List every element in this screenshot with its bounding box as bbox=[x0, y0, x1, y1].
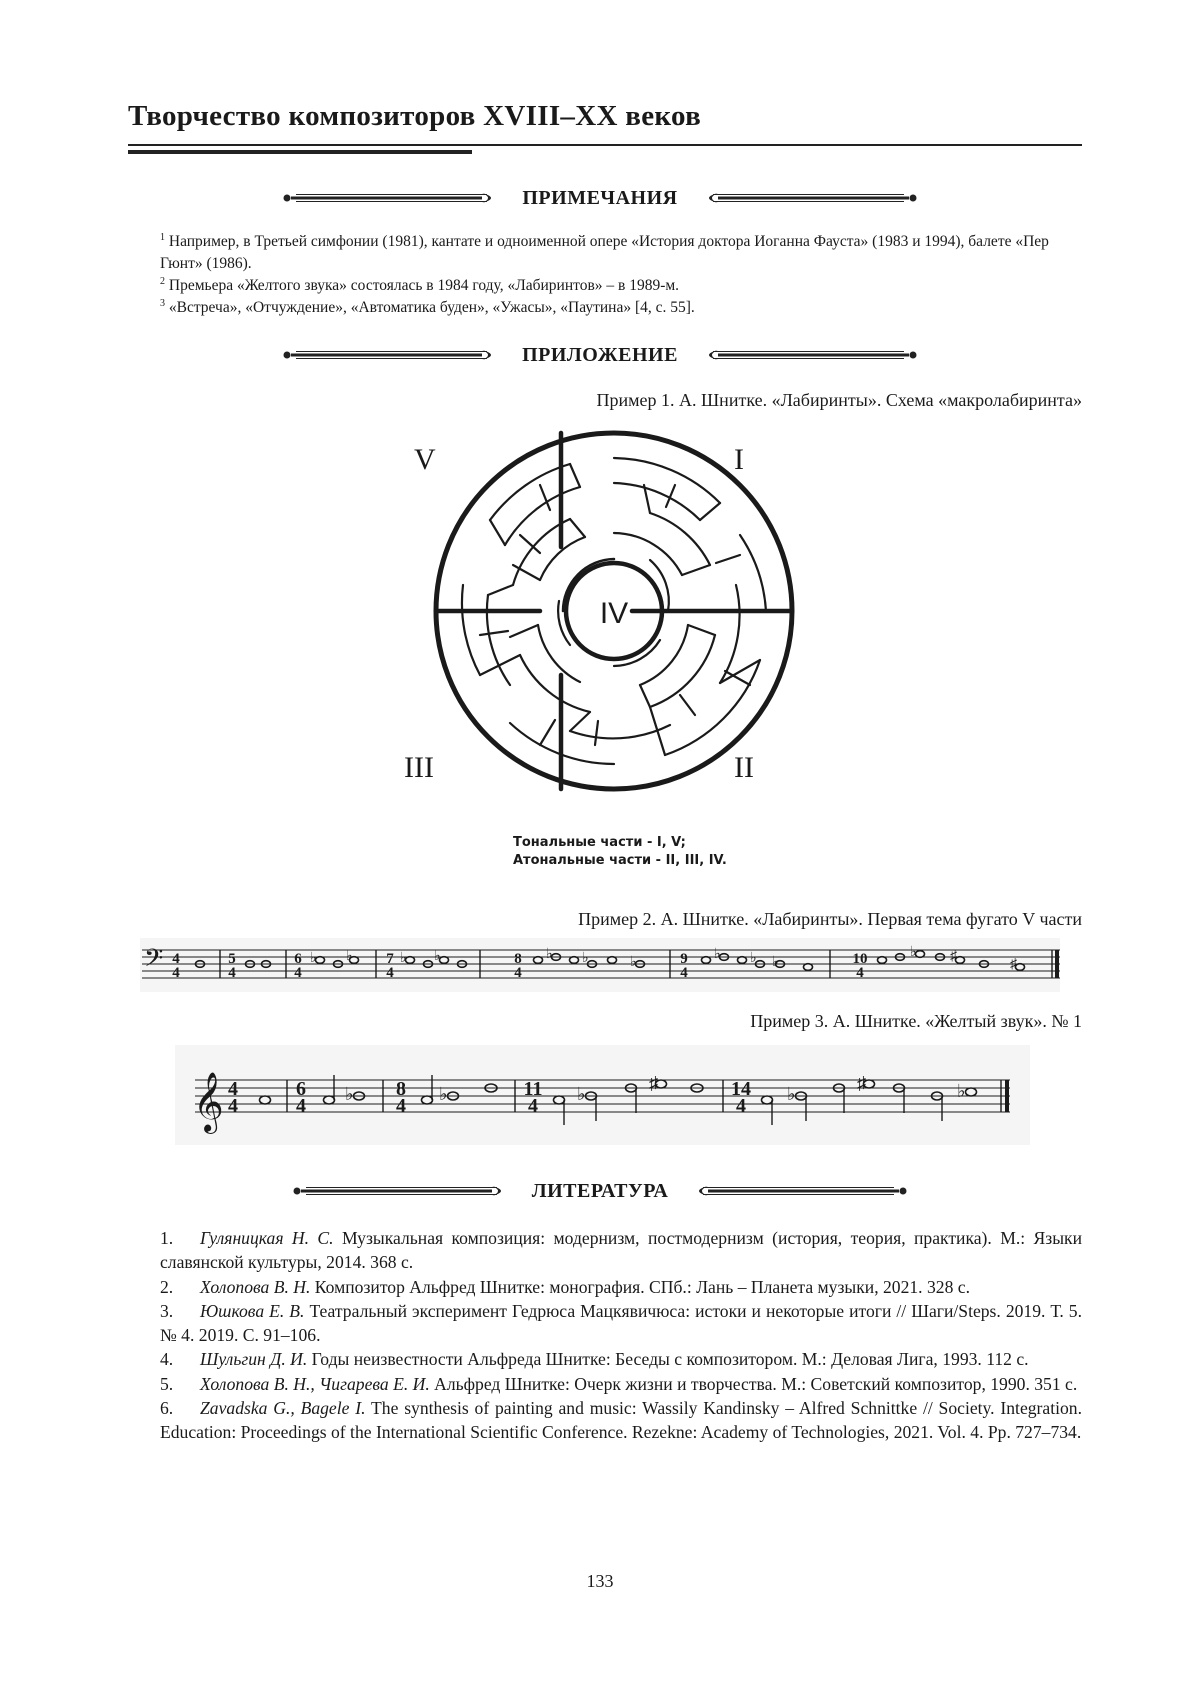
note-1 bbox=[160, 231, 1082, 275]
example-2-staff bbox=[140, 938, 1060, 992]
part-v-label: V bbox=[414, 443, 436, 476]
time-sig-bottom: 4 bbox=[172, 965, 180, 981]
svg-text:♭: ♭ bbox=[582, 951, 589, 966]
time-sig-bottom: 4 bbox=[296, 1095, 306, 1117]
reference-number: 6. bbox=[160, 1398, 174, 1419]
reference-number: 2. bbox=[160, 1276, 174, 1297]
svg-text:♭: ♭ bbox=[310, 951, 317, 966]
reference-item bbox=[160, 1396, 1082, 1445]
labyrinth-diagram bbox=[404, 425, 810, 805]
time-sig-top: 8 bbox=[514, 951, 522, 967]
reference-author: Гуляницкая Н. С. bbox=[200, 1228, 334, 1248]
time-sig-top: 6 bbox=[294, 951, 302, 967]
page-number: 133 bbox=[586, 1571, 614, 1591]
time-sig-bottom: 4 bbox=[514, 965, 522, 981]
notes-list bbox=[160, 231, 1082, 319]
header-rule bbox=[128, 144, 1082, 146]
svg-text:♭: ♭ bbox=[345, 1084, 354, 1104]
reference-text: Музыкальная композиция: модернизм, постмодернизм (история, теория, практика). М.: Языки славянской культуры, 2014. 368 с. bbox=[160, 1228, 1082, 1273]
reference-item bbox=[160, 1372, 1082, 1396]
time-sig-top: 4 bbox=[228, 1078, 238, 1100]
note-marker: 3 bbox=[160, 297, 165, 309]
running-head: Творчество композиторов XVIII–XX веков bbox=[128, 100, 702, 132]
reference-author: Холопова В. Н. bbox=[200, 1276, 311, 1297]
note-marker: 1 bbox=[160, 231, 165, 243]
svg-text:♭: ♭ bbox=[400, 951, 407, 966]
reference-author: Zavadska G., Bagele I. bbox=[200, 1398, 366, 1419]
reference-text: Альфред Шнитке: Очерк жизни и творчества. М.: Советский композитор, 1990. 351 с. bbox=[429, 1373, 1078, 1394]
left-ornament bbox=[282, 347, 512, 363]
part-iii-label: III bbox=[404, 751, 434, 784]
reference-item bbox=[160, 1226, 1082, 1275]
time-sig-top: 9 bbox=[680, 951, 688, 967]
time-sig-bottom: 4 bbox=[396, 1095, 406, 1117]
time-sig-bottom: 4 bbox=[228, 1095, 238, 1117]
right-ornament bbox=[678, 1183, 908, 1199]
svg-text:♭: ♭ bbox=[714, 947, 721, 962]
notes-section-heading bbox=[270, 183, 930, 213]
svg-text:♭: ♭ bbox=[750, 951, 757, 966]
legend-atonal: Атональные части - II, III, IV. bbox=[513, 853, 727, 868]
note-text: Например, в Третьей симфонии (1981), кантате и одноименной опере «История доктора Иоганна Фауста» (1983 и 1994), балете «Пер Гюнт» (1986). bbox=[160, 233, 1049, 272]
svg-text:♭: ♭ bbox=[434, 949, 441, 964]
svg-text:♭: ♭ bbox=[957, 1081, 966, 1101]
part-iv-label: IV bbox=[599, 597, 629, 630]
treble-clef-icon: 𝄞 bbox=[193, 1074, 224, 1131]
note-marker: 2 bbox=[160, 275, 165, 287]
svg-text:♭: ♭ bbox=[439, 1084, 448, 1104]
literature-section-heading bbox=[270, 1176, 930, 1206]
reference-number: 5. bbox=[160, 1373, 174, 1394]
reference-item bbox=[160, 1299, 1082, 1348]
svg-text:♭: ♭ bbox=[630, 955, 637, 970]
time-sig-bottom: 4 bbox=[228, 965, 236, 981]
reference-author: Холопова В. Н., Чигарева Е. И. bbox=[200, 1373, 430, 1394]
appendix-section-heading bbox=[270, 340, 930, 370]
reference-item bbox=[160, 1275, 1082, 1299]
left-ornament bbox=[282, 190, 512, 206]
note-text: «Встреча», «Отчуждение», «Автоматика буден», «Ужасы», «Паутина» [4, с. 55]. bbox=[168, 299, 695, 316]
time-sig-bottom: 4 bbox=[680, 965, 688, 981]
svg-text:♭: ♭ bbox=[910, 945, 917, 960]
svg-text:♯: ♯ bbox=[857, 1073, 866, 1093]
left-ornament bbox=[292, 1183, 522, 1199]
svg-text:♭: ♭ bbox=[577, 1084, 586, 1104]
time-sig-bottom: 4 bbox=[386, 965, 394, 981]
reference-text: Годы неизвестности Альфреда Шнитке: Беседы с композитором. М.: Деловая Лига, 1993. 112 с. bbox=[307, 1349, 1029, 1370]
reference-number: 3. bbox=[160, 1300, 174, 1321]
right-ornament bbox=[688, 347, 918, 363]
note-text: Премьера «Желтого звука» состоялась в 1984 году, «Лабиринтов» – в 1989-м. bbox=[168, 277, 680, 294]
note-2 bbox=[160, 275, 1082, 297]
reference-author: Шульгин Д. И. bbox=[200, 1349, 308, 1370]
reference-number: 1. bbox=[160, 1228, 174, 1248]
reference-number: 4. bbox=[160, 1349, 174, 1370]
svg-text:♭: ♭ bbox=[346, 949, 353, 964]
svg-text:♯: ♯ bbox=[649, 1073, 658, 1093]
appendix-title: ПРИЛОЖЕНИЕ bbox=[522, 343, 678, 366]
svg-text:♭: ♭ bbox=[772, 955, 779, 970]
bass-clef-icon: 𝄢 bbox=[144, 945, 164, 978]
time-sig-top: 5 bbox=[228, 951, 236, 967]
time-sig-top: 4 bbox=[172, 951, 180, 967]
time-sig-top: 8 bbox=[396, 1078, 406, 1100]
part-i-label: I bbox=[734, 443, 744, 476]
reference-text: Театральный эксперимент Гедрюса Мацкявичюса: истоки и некоторые итоги // Шаги/Steps. 2019. Т. 5. № 4. 2019. С. 91–106. bbox=[160, 1300, 1083, 1346]
reference-text: Композитор Альфред Шнитке: монография. СПб.: Лань – Планета музыки, 2021. 328 с. bbox=[310, 1276, 970, 1297]
example-1-caption: Пример 1. А. Шнитке. «Лабиринты». Схема «макролабиринта» bbox=[596, 390, 1082, 410]
time-sig-bottom: 4 bbox=[856, 965, 864, 981]
svg-text:♯: ♯ bbox=[950, 949, 957, 964]
notes-title: ПРИМЕЧАНИЯ bbox=[522, 186, 678, 209]
time-sig-bottom: 4 bbox=[294, 965, 302, 981]
svg-text:♭: ♭ bbox=[546, 947, 553, 962]
time-sig-top: 10 bbox=[852, 951, 868, 967]
reference-author: Юшкова Е. В. bbox=[200, 1300, 305, 1321]
diagram-legend bbox=[513, 834, 727, 870]
reference-item bbox=[160, 1347, 1082, 1371]
example-3-caption: Пример 3. А. Шнитке. «Желтый звук». № 1 bbox=[750, 1011, 1082, 1031]
example-2-caption: Пример 2. А. Шнитке. «Лабиринты». Первая тема фугато V части bbox=[578, 909, 1082, 929]
literature-title: ЛИТЕРАТУРА bbox=[531, 1179, 669, 1202]
svg-text:♭: ♭ bbox=[787, 1084, 796, 1104]
time-sig-bottom: 4 bbox=[736, 1095, 746, 1117]
time-sig-bottom: 4 bbox=[528, 1095, 538, 1117]
time-sig-top: 6 bbox=[296, 1078, 306, 1100]
time-sig-top: 11 bbox=[523, 1078, 543, 1100]
right-ornament bbox=[688, 190, 918, 206]
header-rule-accent bbox=[128, 150, 472, 154]
note-3 bbox=[160, 297, 1082, 319]
reference-text: The synthesis of painting and music: Wassily Kandinsky – Alfred Schnittke // Society. Integration. Education: Proceedings of the International Scientific Conference. Rezekne: Academy of Technologies, 2021. Vol. 4. Pp. 727–734. bbox=[160, 1398, 1082, 1443]
reference-list bbox=[160, 1226, 1082, 1445]
time-sig-top: 14 bbox=[731, 1078, 751, 1100]
legend-tonal: Тональные части - I, V; bbox=[513, 835, 686, 850]
part-ii-label: II bbox=[734, 751, 754, 784]
time-sig-top: 7 bbox=[386, 951, 394, 967]
svg-text:♯: ♯ bbox=[1010, 957, 1017, 972]
example-3-staff bbox=[175, 1045, 1030, 1145]
